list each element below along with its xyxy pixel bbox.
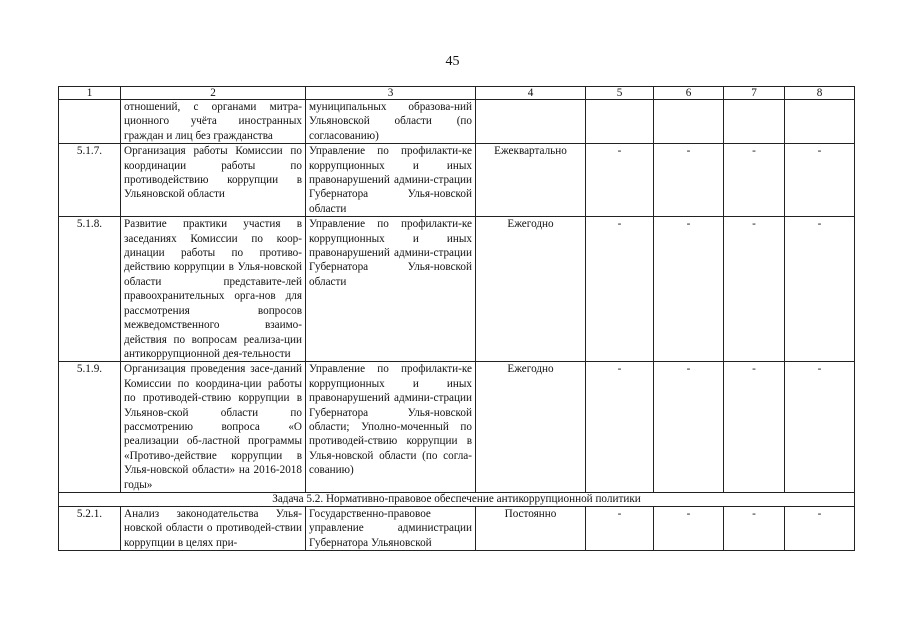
- column-number: 3: [306, 87, 476, 100]
- measures-table: [58, 86, 855, 551]
- period-cell: [476, 100, 586, 144]
- activity-cell: отношений, с органами митра-ционного учёта иностранных граждан и лиц без гражданства: [121, 100, 306, 144]
- task-heading-row: [59, 492, 855, 506]
- funding-cell: -: [785, 217, 855, 362]
- executor-cell: муниципальных образова-ний Ульяновской области (по согласованию): [306, 100, 476, 144]
- funding-cell: [724, 100, 785, 144]
- funding-cell: -: [785, 506, 855, 550]
- column-number: 8: [785, 87, 855, 100]
- column-number: 7: [724, 87, 785, 100]
- task-heading: Задача 5.2. Нормативно-правовое обеспечение антикоррупционной политики: [59, 492, 855, 506]
- funding-cell: -: [586, 217, 654, 362]
- item-number: [59, 100, 121, 144]
- executor-cell: Управление по профилакти-ке коррупционных и иных правонарушений админи-страции Губернатора Улья-новской области; Уполно-моченный по противодей-ствию коррупции в Улья-новской области (по согла-сованию): [306, 362, 476, 493]
- table-row: [59, 506, 855, 550]
- executor-cell: Управление по профилакти-ке коррупционных и иных правонарушений админи-страции Губернатора Улья-новской области: [306, 144, 476, 217]
- column-number: 4: [476, 87, 586, 100]
- funding-cell: -: [724, 217, 785, 362]
- table-row: [59, 362, 855, 493]
- funding-cell: -: [586, 144, 654, 217]
- item-number: 5.1.9.: [59, 362, 121, 493]
- item-number: 5.1.7.: [59, 144, 121, 217]
- funding-cell: -: [785, 362, 855, 493]
- funding-cell: -: [586, 506, 654, 550]
- table-row: [59, 144, 855, 217]
- executor-cell: Управление по профилакти-ке коррупционных и иных правонарушений админи-страции Губернатора Улья-новской области: [306, 217, 476, 362]
- period-cell: Постоянно: [476, 506, 586, 550]
- column-number: 1: [59, 87, 121, 100]
- table-row: [59, 217, 855, 362]
- item-number: 5.1.8.: [59, 217, 121, 362]
- funding-cell: [654, 100, 724, 144]
- column-number: 6: [654, 87, 724, 100]
- funding-cell: [586, 100, 654, 144]
- activity-cell: Анализ законодательства Улья-новской области о противодей-ствии коррупции в целях при-: [121, 506, 306, 550]
- activity-cell: Организация проведения засе-даний Комиссии по координа-ции работы по противодей-ствию коррупции в Ульянов-ской области по рассмотрению вопроса «О реализации об-ластной программы «Противо-действие коррупции в Улья-новской области» на 2016-2018 годы»: [121, 362, 306, 493]
- funding-cell: [785, 100, 855, 144]
- activity-cell: Развитие практики участия в заседаниях Комиссии по коор-динации работы по противо-действию коррупции в Улья-новской области представите-лей правоохранительных орга-нов для рассмотрения вопросов межведомственного взаимо-действия по вопросам реализа-ции антикоррупционной дея-тельности: [121, 217, 306, 362]
- page-number: 45: [445, 54, 460, 69]
- funding-cell: -: [724, 144, 785, 217]
- funding-cell: -: [785, 144, 855, 217]
- period-cell: Ежеквартально: [476, 144, 586, 217]
- funding-cell: -: [724, 506, 785, 550]
- executor-cell: Государственно-правовое управление администрации Губернатора Ульяновской: [306, 506, 476, 550]
- funding-cell: -: [654, 506, 724, 550]
- column-number-row: [59, 87, 855, 100]
- funding-cell: -: [654, 144, 724, 217]
- funding-cell: -: [586, 362, 654, 493]
- period-cell: Ежегодно: [476, 362, 586, 493]
- period-cell: Ежегодно: [476, 217, 586, 362]
- table-row: [59, 100, 855, 144]
- item-number: 5.2.1.: [59, 506, 121, 550]
- funding-cell: -: [654, 217, 724, 362]
- column-number: 5: [586, 87, 654, 100]
- column-number: 2: [121, 87, 306, 100]
- funding-cell: -: [654, 362, 724, 493]
- activity-cell: Организация работы Комиссии по координации работы по противодействию коррупции в Ульяновской области: [121, 144, 306, 217]
- funding-cell: -: [724, 362, 785, 493]
